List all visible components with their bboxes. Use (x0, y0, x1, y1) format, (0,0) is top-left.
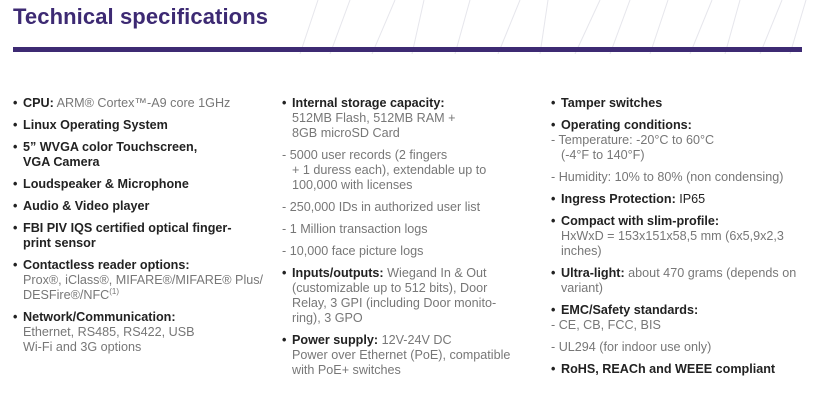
spec-label: Tamper switches (561, 96, 663, 110)
spec-power (282, 333, 544, 378)
bullet-icon: • (551, 266, 556, 280)
spec-value: ARM® Cortex™-A9 core 1GHz (56, 96, 231, 110)
spec-user-records (282, 148, 544, 193)
spec-contactless (13, 258, 275, 303)
spec-value: - 250,000 IDs in authorized user list (282, 200, 481, 214)
footnote-marker: (1) (109, 286, 120, 296)
spec-label-line2: print sensor (23, 236, 96, 250)
bullet-icon: • (282, 333, 287, 347)
spec-value-line3: Relay, 3 GPI (including Door monito- (292, 296, 497, 310)
spec-label: Contactless reader options: (23, 258, 190, 272)
spec-label: Linux Operating System (23, 118, 168, 132)
spec-value-line2: variant) (561, 281, 603, 295)
spec-fbi (13, 221, 275, 251)
spec-transaction-logs (282, 222, 544, 237)
spec-value: - Humidity: 10% to 80% (non condensing) (551, 170, 784, 184)
spec-label: Loudspeaker & Microphone (23, 177, 189, 191)
spec-io (282, 266, 544, 326)
spec-value: IP65 (679, 192, 706, 206)
spec-label: Network/Communication: (23, 310, 176, 324)
spec-value: - Temperature: -20°C to 60°C (551, 133, 715, 147)
spec-emc (551, 303, 809, 333)
spec-value-line2: 8GB microSD Card (292, 126, 400, 140)
bullet-icon: • (282, 266, 287, 280)
spec-value-line2: + 1 duress each), extendable up to (292, 163, 487, 177)
spec-screen (13, 140, 275, 170)
bullet-icon: • (282, 96, 287, 110)
bullet-icon: • (551, 214, 556, 228)
spec-label: Compact with slim-profile: (561, 214, 720, 228)
spec-value-line2: DESFire®/NFC (23, 288, 110, 302)
spec-value: - 10,000 face picture logs (282, 244, 424, 258)
bullet-icon: • (13, 177, 18, 191)
spec-value-line2: (customizable up to 512 bits), Door (292, 281, 488, 295)
spec-rohs (551, 362, 809, 377)
spec-label: FBI PIV IQS certified optical finger- (23, 221, 232, 235)
bullet-icon: • (551, 303, 556, 317)
spec-label: Inputs/outputs: (292, 266, 384, 280)
title-underline (13, 47, 802, 52)
spec-label: 5” WVGA color Touchscreen, (23, 140, 198, 154)
spec-value: Ethernet, RS485, RS422, USB (23, 325, 195, 339)
spec-network (13, 310, 275, 355)
spec-storage (282, 96, 544, 141)
spec-ids (282, 200, 544, 215)
spec-value-line3: with PoE+ switches (292, 363, 401, 377)
spec-audio (13, 199, 275, 214)
spec-value-line2: (-4°F to 140°F) (561, 148, 645, 162)
bullet-icon: • (13, 258, 18, 272)
spec-value-line2: inches) (561, 244, 602, 258)
spec-label: CPU: (23, 96, 54, 110)
bullet-icon: • (551, 362, 556, 376)
spec-label: EMC/Safety standards: (561, 303, 699, 317)
spec-value: 12V-24V DC (381, 333, 452, 347)
spec-label: Ingress Protection: (561, 192, 676, 206)
spec-label-line2: VGA Camera (23, 155, 100, 169)
spec-label: RoHS, REACh and WEEE compliant (561, 362, 776, 376)
spec-label: Internal storage capacity: (292, 96, 445, 110)
page-title: Technical specifications (13, 4, 269, 29)
bullet-icon: • (551, 192, 556, 206)
spec-speaker (13, 177, 275, 192)
spec-face-logs (282, 244, 544, 259)
bullet-icon: • (13, 221, 18, 235)
spec-value-line4: ring), 3 GPO (292, 311, 363, 325)
spec-value: HxWxD = 153x151x58,5 mm (6x5,9x2,3 (561, 229, 784, 243)
spec-label: Audio & Video player (23, 199, 150, 213)
spec-tamper (551, 96, 809, 111)
spec-value-line3: 100,000 with licenses (292, 178, 413, 192)
spec-value: - UL294 (for indoor use only) (551, 340, 712, 354)
spec-compact (551, 214, 809, 259)
spec-value: - 5000 user records (2 fingers (282, 148, 448, 162)
spec-value: Wiegand In & Out (387, 266, 487, 280)
spec-ul (551, 340, 809, 355)
spec-value: about 470 grams (depends on (628, 266, 797, 280)
spec-label: Power supply: (292, 333, 379, 347)
spec-operating (551, 118, 809, 163)
spec-weight (551, 266, 809, 296)
spec-ingress (551, 192, 809, 207)
bullet-icon: • (13, 96, 18, 110)
bullet-icon: • (13, 118, 18, 132)
spec-column-3 (551, 96, 809, 384)
spec-value: Prox®, iClass®, MIFARE®/MIFARE® Plus/ (23, 273, 264, 287)
spec-value-line2: Wi-Fi and 3G options (23, 340, 142, 354)
spec-value: - CE, CB, FCC, BIS (551, 318, 661, 332)
spec-value: - 1 Million transaction logs (282, 222, 428, 236)
bullet-icon: • (13, 199, 18, 213)
spec-column-2 (282, 96, 544, 385)
spec-label: Ultra-light: (561, 266, 625, 280)
spec-humidity (551, 170, 809, 185)
bullet-icon: • (13, 310, 18, 324)
bullet-icon: • (551, 118, 556, 132)
spec-value: 512MB Flash, 512MB RAM + (292, 111, 456, 125)
spec-linux (13, 118, 275, 133)
spec-value-line2: Power over Ethernet (PoE), compatible (292, 348, 511, 362)
bullet-icon: • (13, 140, 18, 154)
bullet-icon: • (551, 96, 556, 110)
spec-cpu (13, 96, 275, 111)
spec-label: Operating conditions: (561, 118, 692, 132)
spec-column-1 (13, 96, 275, 362)
